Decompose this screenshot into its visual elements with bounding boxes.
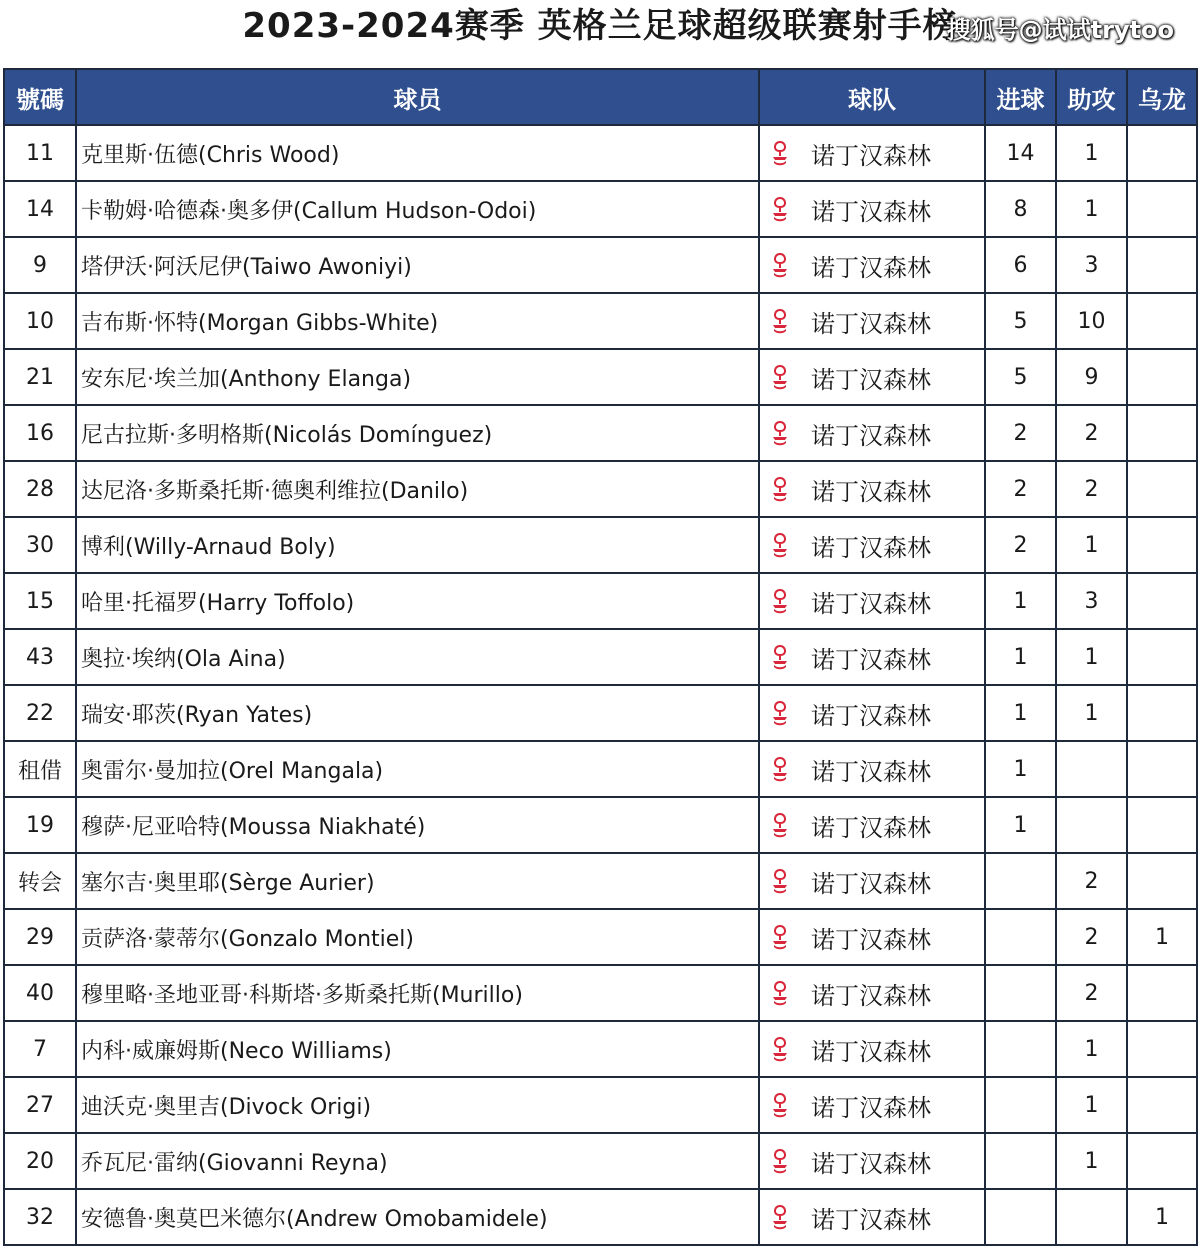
assists-value: 2 — [1056, 909, 1127, 965]
team-name: 诺丁汉森林 — [811, 701, 931, 730]
tree-crest-icon — [770, 588, 790, 614]
goals-value: 5 — [985, 293, 1056, 349]
team-cell — [759, 853, 985, 909]
assists-value: 2 — [1056, 853, 1127, 909]
goals-value: 1 — [985, 685, 1056, 741]
own-goals-value — [1127, 181, 1197, 237]
own-goals-value — [1127, 853, 1197, 909]
assists-value: 9 — [1056, 349, 1127, 405]
own-goals-value — [1127, 293, 1197, 349]
own-goals-value — [1127, 741, 1197, 797]
team-cell — [759, 629, 985, 685]
watermark: 搜狐号@试试trytoo — [946, 16, 1174, 44]
tree-crest-icon — [770, 252, 790, 278]
player-number: 28 — [4, 461, 76, 517]
team-cell — [759, 517, 985, 573]
table-body — [4, 125, 1197, 1245]
table-row — [4, 349, 1197, 405]
team-cell — [759, 237, 985, 293]
team-name: 诺丁汉森林 — [811, 309, 931, 338]
column-header-number: 號碼 — [4, 69, 76, 125]
player-number: 43 — [4, 629, 76, 685]
team-cell — [759, 461, 985, 517]
own-goals-value — [1127, 405, 1197, 461]
tree-crest-icon — [770, 1092, 790, 1118]
player-name: 克里斯·伍德(Chris Wood) — [76, 125, 759, 181]
goals-value: 2 — [985, 405, 1056, 461]
assists-value: 1 — [1056, 1133, 1127, 1189]
assists-value: 1 — [1056, 1021, 1127, 1077]
tree-crest-icon — [770, 196, 790, 222]
player-name: 安东尼·埃兰加(Anthony Elanga) — [76, 349, 759, 405]
player-name: 安德鲁·奥莫巴米德尔(Andrew Omobamidele) — [76, 1189, 759, 1245]
player-number: 40 — [4, 965, 76, 1021]
column-header-team: 球队 — [759, 69, 985, 125]
scorers-table — [3, 68, 1198, 1246]
header-row — [4, 69, 1197, 125]
assists-value: 1 — [1056, 125, 1127, 181]
own-goals-value — [1127, 517, 1197, 573]
column-header-own-goals: 乌龙 — [1127, 69, 1197, 125]
player-name: 穆萨·尼亚哈特(Moussa Niakhaté) — [76, 797, 759, 853]
team-cell — [759, 909, 985, 965]
tree-crest-icon — [770, 980, 790, 1006]
team-cell — [759, 1021, 985, 1077]
player-name: 塞尔吉·奥里耶(Sèrge Aurier) — [76, 853, 759, 909]
goals-value — [985, 909, 1056, 965]
team-cell — [759, 741, 985, 797]
tree-crest-icon — [770, 1204, 790, 1230]
page-title: 2023-2024赛季 英格兰足球超级联赛射手榜 — [242, 6, 958, 46]
goals-value: 1 — [985, 741, 1056, 797]
table-row — [4, 965, 1197, 1021]
goals-value: 5 — [985, 349, 1056, 405]
team-cell — [759, 1133, 985, 1189]
team-name: 诺丁汉森林 — [811, 813, 931, 842]
tree-crest-icon — [770, 364, 790, 390]
own-goals-value — [1127, 685, 1197, 741]
team-name: 诺丁汉森林 — [811, 981, 931, 1010]
goals-value: 6 — [985, 237, 1056, 293]
team-name: 诺丁汉森林 — [811, 645, 931, 674]
assists-value: 3 — [1056, 237, 1127, 293]
table-row — [4, 1133, 1197, 1189]
team-name: 诺丁汉森林 — [811, 1149, 931, 1178]
player-name: 吉布斯·怀特(Morgan Gibbs-White) — [76, 293, 759, 349]
assists-value: 2 — [1056, 461, 1127, 517]
player-name: 尼古拉斯·多明格斯(Nicolás Domínguez) — [76, 405, 759, 461]
player-name: 迪沃克·奥里吉(Divock Origi) — [76, 1077, 759, 1133]
team-name: 诺丁汉森林 — [811, 365, 931, 394]
goals-value — [985, 1077, 1056, 1133]
table-row — [4, 909, 1197, 965]
team-cell — [759, 685, 985, 741]
team-name: 诺丁汉森林 — [811, 1205, 931, 1234]
team-name: 诺丁汉森林 — [811, 197, 931, 226]
team-name: 诺丁汉森林 — [811, 925, 931, 954]
player-name: 内科·威廉姆斯(Neco Williams) — [76, 1021, 759, 1077]
player-number: 22 — [4, 685, 76, 741]
assists-value: 10 — [1056, 293, 1127, 349]
assists-value: 1 — [1056, 517, 1127, 573]
team-cell — [759, 125, 985, 181]
table-row — [4, 237, 1197, 293]
assists-value: 1 — [1056, 1077, 1127, 1133]
own-goals-value: 1 — [1127, 909, 1197, 965]
player-number: 14 — [4, 181, 76, 237]
player-name: 瑞安·耶茨(Ryan Yates) — [76, 685, 759, 741]
table-row — [4, 853, 1197, 909]
player-name: 卡勒姆·哈德森·奥多伊(Callum Hudson-Odoi) — [76, 181, 759, 237]
tree-crest-icon — [770, 868, 790, 894]
tree-crest-icon — [770, 532, 790, 558]
own-goals-value — [1127, 629, 1197, 685]
assists-value: 1 — [1056, 181, 1127, 237]
goals-value — [985, 1189, 1056, 1245]
goals-value: 2 — [985, 461, 1056, 517]
table-row — [4, 1077, 1197, 1133]
own-goals-value — [1127, 965, 1197, 1021]
team-cell — [759, 293, 985, 349]
tree-crest-icon — [770, 140, 790, 166]
goals-value: 14 — [985, 125, 1056, 181]
assists-value: 2 — [1056, 965, 1127, 1021]
goals-value: 1 — [985, 797, 1056, 853]
player-name: 穆里略·圣地亚哥·科斯塔·多斯桑托斯(Murillo) — [76, 965, 759, 1021]
player-number: 15 — [4, 573, 76, 629]
tree-crest-icon — [770, 1148, 790, 1174]
player-number: 租借 — [4, 741, 76, 797]
own-goals-value — [1127, 461, 1197, 517]
own-goals-value — [1127, 1021, 1197, 1077]
table-row — [4, 741, 1197, 797]
goals-value: 1 — [985, 629, 1056, 685]
own-goals-value — [1127, 125, 1197, 181]
table-row — [4, 517, 1197, 573]
own-goals-value: 1 — [1127, 1189, 1197, 1245]
table-row — [4, 573, 1197, 629]
team-name: 诺丁汉森林 — [811, 1037, 931, 1066]
player-name: 乔瓦尼·雷纳(Giovanni Reyna) — [76, 1133, 759, 1189]
player-name: 贡萨洛·蒙蒂尔(Gonzalo Montiel) — [76, 909, 759, 965]
team-cell — [759, 349, 985, 405]
player-number: 20 — [4, 1133, 76, 1189]
team-cell — [759, 1077, 985, 1133]
table-row — [4, 405, 1197, 461]
goals-value — [985, 1133, 1056, 1189]
team-name: 诺丁汉森林 — [811, 869, 931, 898]
player-name: 达尼洛·多斯桑托斯·德奥利维拉(Danilo) — [76, 461, 759, 517]
own-goals-value — [1127, 573, 1197, 629]
table-row — [4, 797, 1197, 853]
player-number: 21 — [4, 349, 76, 405]
player-number: 32 — [4, 1189, 76, 1245]
own-goals-value — [1127, 797, 1197, 853]
goals-value: 8 — [985, 181, 1056, 237]
player-name: 博利(Willy-Arnaud Boly) — [76, 517, 759, 573]
table-row — [4, 685, 1197, 741]
player-name: 奥拉·埃纳(Ola Aina) — [76, 629, 759, 685]
team-cell — [759, 405, 985, 461]
own-goals-value — [1127, 237, 1197, 293]
team-cell — [759, 181, 985, 237]
team-name: 诺丁汉森林 — [811, 141, 931, 170]
player-name: 塔伊沃·阿沃尼伊(Taiwo Awoniyi) — [76, 237, 759, 293]
table-row — [4, 125, 1197, 181]
table-row — [4, 1189, 1197, 1245]
goals-value: 2 — [985, 517, 1056, 573]
player-number: 7 — [4, 1021, 76, 1077]
tree-crest-icon — [770, 756, 790, 782]
table-row — [4, 293, 1197, 349]
player-number: 16 — [4, 405, 76, 461]
player-number: 10 — [4, 293, 76, 349]
goals-value — [985, 853, 1056, 909]
goals-value — [985, 965, 1056, 1021]
table-row — [4, 181, 1197, 237]
column-header-goals: 进球 — [985, 69, 1056, 125]
goals-value: 1 — [985, 573, 1056, 629]
player-number: 11 — [4, 125, 76, 181]
tree-crest-icon — [770, 924, 790, 950]
assists-value: 2 — [1056, 405, 1127, 461]
own-goals-value — [1127, 1133, 1197, 1189]
team-name: 诺丁汉森林 — [811, 421, 931, 450]
player-name: 奥雷尔·曼加拉(Orel Mangala) — [76, 741, 759, 797]
table-row — [4, 461, 1197, 517]
team-cell — [759, 965, 985, 1021]
assists-value — [1056, 741, 1127, 797]
tree-crest-icon — [770, 700, 790, 726]
team-name: 诺丁汉森林 — [811, 1093, 931, 1122]
player-number: 转会 — [4, 853, 76, 909]
player-number: 29 — [4, 909, 76, 965]
goals-value — [985, 1021, 1056, 1077]
own-goals-value — [1127, 349, 1197, 405]
team-name: 诺丁汉森林 — [811, 757, 931, 786]
team-name: 诺丁汉森林 — [811, 533, 931, 562]
column-header-player: 球员 — [76, 69, 759, 125]
player-number: 19 — [4, 797, 76, 853]
team-cell — [759, 797, 985, 853]
tree-crest-icon — [770, 476, 790, 502]
tree-crest-icon — [770, 644, 790, 670]
team-cell — [759, 1189, 985, 1245]
team-name: 诺丁汉森林 — [811, 253, 931, 282]
assists-value: 3 — [1056, 573, 1127, 629]
own-goals-value — [1127, 1077, 1197, 1133]
team-cell — [759, 573, 985, 629]
tree-crest-icon — [770, 1036, 790, 1062]
assists-value — [1056, 797, 1127, 853]
assists-value — [1056, 1189, 1127, 1245]
player-number: 9 — [4, 237, 76, 293]
tree-crest-icon — [770, 308, 790, 334]
tree-crest-icon — [770, 420, 790, 446]
assists-value: 1 — [1056, 685, 1127, 741]
column-header-assists: 助攻 — [1056, 69, 1127, 125]
assists-value: 1 — [1056, 629, 1127, 685]
table-row — [4, 1021, 1197, 1077]
team-name: 诺丁汉森林 — [811, 589, 931, 618]
team-name: 诺丁汉森林 — [811, 477, 931, 506]
table-row — [4, 629, 1197, 685]
player-name: 哈里·托福罗(Harry Toffolo) — [76, 573, 759, 629]
player-number: 27 — [4, 1077, 76, 1133]
player-number: 30 — [4, 517, 76, 573]
tree-crest-icon — [770, 812, 790, 838]
